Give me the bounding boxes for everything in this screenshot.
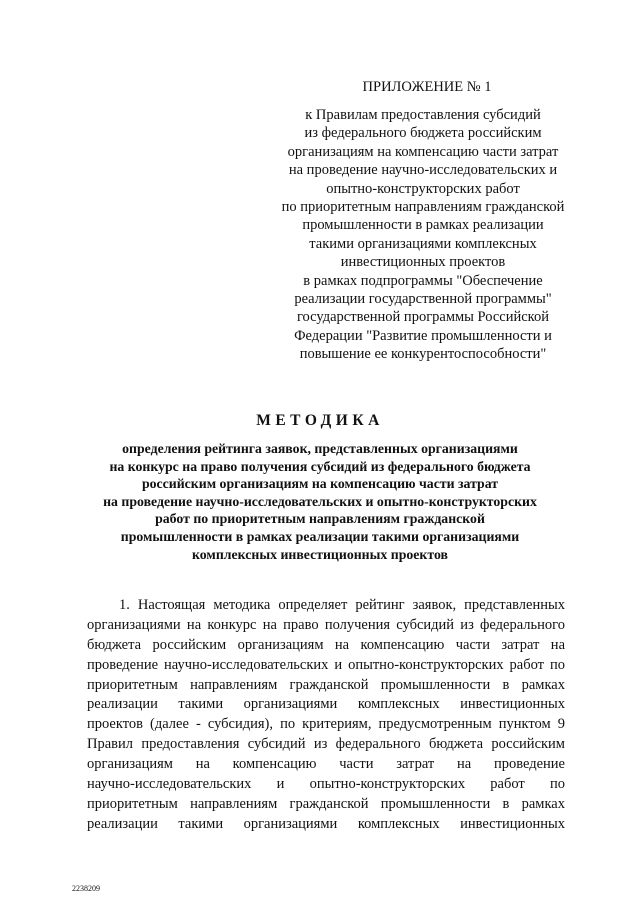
body-line: реализации такими организациями комплексных инвестиционных [87, 696, 565, 713]
appendix-line: организациям на компенсацию части затрат [287, 143, 559, 160]
methodology-subtitle-line: промышленности в рамках реализации такими организациями [120, 528, 520, 544]
appendix-title: ПРИЛОЖЕНИЕ № 1 [362, 79, 492, 95]
methodology-subtitle [60, 440, 580, 563]
body-line: 1. Настоящая методика определяет рейтинг заявок, представленных [119, 597, 565, 613]
methodology-subtitle-line: работ по приоритетным направлениям гражданской [155, 511, 485, 527]
appendix-subtitle [262, 106, 584, 364]
methodology-title: МЕТОДИКА [256, 412, 384, 429]
body-line: организациям на компенсацию части затрат на проведение [87, 756, 565, 773]
appendix-line: в рамках подпрограммы "Обеспечение [303, 272, 543, 289]
body-line: бюджета российским организациям на компенсацию части затрат на [87, 636, 565, 653]
appendix-line: промышленности в рамках реализации [302, 217, 544, 234]
document-code: 2238209 [72, 884, 100, 893]
appendix-line: такими организациями комплексных [309, 235, 537, 252]
appendix-line: опытно-конструкторских работ [326, 180, 520, 197]
body-line: проведение научно-исследовательских и опытно-конструкторских работ по [87, 656, 565, 673]
appendix-line: из федерального бюджета российским [304, 125, 542, 142]
body-line: Правил предоставления субсидий из федерального бюджета российским [87, 736, 565, 753]
appendix-line: повышение ее конкурентоспособности" [299, 346, 547, 363]
methodology-subtitle-line: определения рейтинга заявок, представленных организациями [122, 441, 518, 456]
body-line: приоритетным направлениям гражданской промышленности в рамках [87, 676, 565, 693]
body-paragraph [87, 596, 565, 835]
body-line: реализации такими организациями комплексных инвестиционных [87, 815, 565, 832]
appendix-line: инвестиционных проектов [340, 254, 506, 271]
methodology-subtitle-line: российским организациям на компенсацию части затрат [141, 476, 499, 492]
methodology-subtitle-line: комплексных инвестиционных проектов [192, 546, 448, 562]
methodology-subtitle-line: на проведение научно-исследовательских и опытно-конструкторских [103, 493, 537, 509]
appendix-line: к Правилам предоставления субсидий [305, 107, 541, 123]
appendix-line: по приоритетным направлениям гражданской [281, 199, 565, 216]
body-line: проектов (далее - субсидия), по критериям, предусмотренным пунктом 9 [87, 716, 565, 733]
appendix-line: Федерации "Развитие промышленности и [294, 327, 552, 344]
body-line: организациями на конкурс на право получения субсидий из федерального [87, 616, 565, 633]
body-line: научно-исследовательских и опытно-конструкторских работ по [87, 776, 565, 793]
appendix-line: государственной программы Российской [296, 309, 550, 326]
appendix-line: на проведение научно-исследовательских и [288, 162, 558, 179]
appendix-line: реализации государственной программы" [294, 291, 552, 308]
methodology-subtitle-line: на конкурс на право получения субсидий из федерального бюджета [109, 458, 531, 474]
body-line: приоритетным направлениям гражданской промышленности в рамках [87, 795, 565, 812]
